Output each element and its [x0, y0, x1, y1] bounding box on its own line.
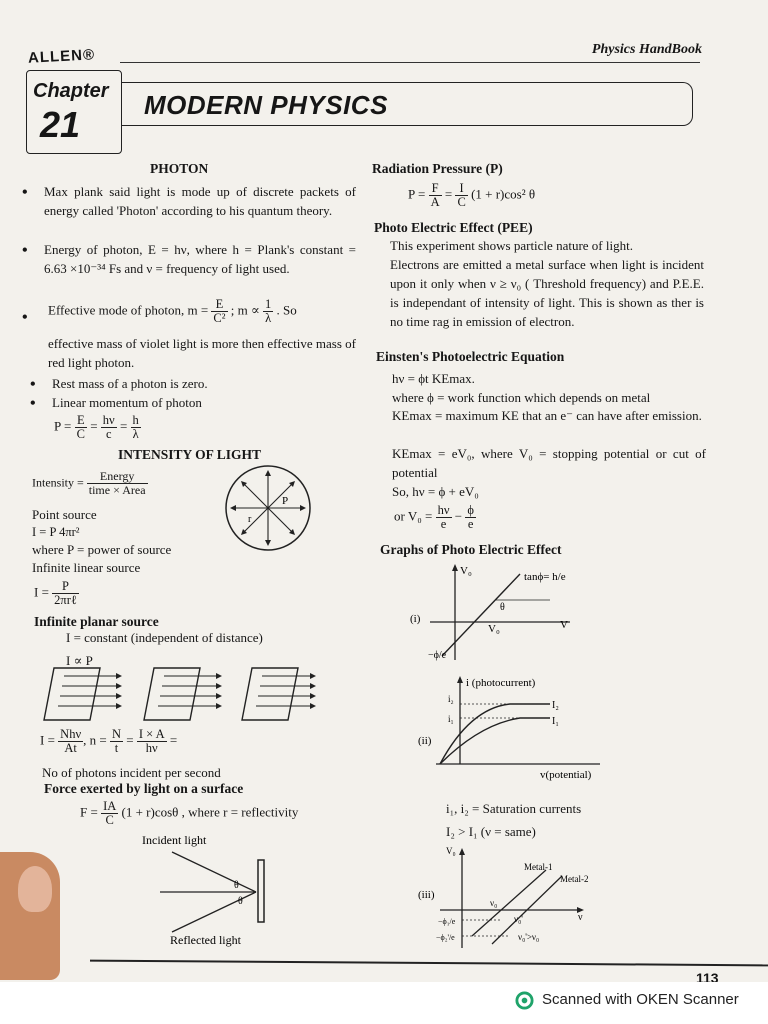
graphs-heading: Graphs of Photo Electric Effect [380, 542, 562, 557]
photon-count-formula: I = $\frac{\text{Nhν}}{At}$ , n = $\frac{N}{t}$ = $\frac{I \times A}{h\nu}$ = [40, 727, 178, 755]
chapter-label: Chapter [33, 80, 109, 102]
force-formula [80, 800, 298, 827]
text: − [454, 508, 463, 524]
denominator: t [114, 741, 119, 755]
angle-theta-top: θ [234, 880, 239, 891]
denominator: λ [132, 427, 139, 441]
effective-mass-note: effective mass of violet light is more then effective mass of red light photon. [48, 336, 356, 370]
text: Intensity = [32, 475, 84, 490]
y-arrow [459, 848, 465, 855]
fraction [211, 298, 227, 325]
text: (1 + r)cos² θ [471, 186, 536, 202]
denominator: C² [213, 311, 226, 325]
denominator: A [430, 195, 440, 209]
planar-proportional: I ∝ P [66, 653, 93, 668]
sphere-label-p: P [282, 495, 289, 507]
planar-constant: I = constant (independent of distance) [66, 630, 263, 645]
i2-label: i₂ [448, 694, 454, 704]
planar-source-diagram [40, 660, 320, 730]
radiation-pressure-formula: P = $\frac{F}{A}$ = $\frac{I}{C}$ (1 + r)cos² θ [408, 181, 536, 209]
sphere-label-r: r [248, 514, 252, 525]
handbook-title: Physics HandBook [591, 42, 702, 57]
denominator: At [64, 741, 77, 755]
numerator: F [429, 182, 442, 196]
y-label: V₀ [460, 565, 472, 577]
threshold-comparison: ν₀'>ν₀ [518, 932, 540, 942]
linear-source-formula [34, 580, 79, 607]
numerator: P [52, 580, 79, 594]
bullet-effective-mass [48, 298, 360, 325]
numerator: Energy [87, 470, 148, 484]
y-arrow [457, 676, 463, 683]
plane-arrowheads [116, 673, 316, 709]
einstein-heading: Einsten's Photoelectric Equation [376, 349, 565, 364]
text: . So [276, 302, 297, 318]
I1-label: I₁ [552, 716, 559, 727]
fraction [110, 728, 123, 755]
reflected-ray [172, 892, 256, 932]
threshold-label: V₀ [488, 623, 500, 635]
y-arrow [452, 564, 458, 571]
x-label: V [560, 619, 568, 631]
graph-index: (iii) [418, 889, 435, 901]
allen-logo: ALLEN® [27, 46, 96, 67]
einstein-equation: hν = ϕt KEmax. [392, 371, 475, 386]
oken-scanner-icon [515, 991, 534, 1010]
text: = [169, 732, 178, 748]
bullet: • [30, 395, 36, 412]
power-note: where P = power of source [32, 542, 172, 557]
stopping-potential-formula [394, 504, 476, 531]
text: or V₀ = [394, 508, 433, 524]
chapter-number: 21 [40, 104, 81, 145]
numerator: N [111, 727, 121, 741]
slope-label: tanϕ= h/e [524, 571, 566, 583]
fraction [263, 298, 273, 325]
fraction [429, 182, 442, 209]
metal-2-label: Metal-2 [560, 874, 589, 884]
numerator: E [211, 298, 227, 312]
denominator: C [76, 427, 85, 441]
photon-heading: PHOTON [150, 161, 209, 176]
pee-particle-nature: This experiment shows particle nature of light. [390, 238, 633, 253]
fraction [87, 470, 148, 497]
angle-label: θ [500, 602, 505, 613]
thumb-nail [18, 866, 52, 912]
numerator: ϕ [467, 503, 474, 517]
text: ; m ∝ [230, 302, 260, 318]
bullet-momentum: Linear momentum of photon [52, 395, 202, 410]
intensity-heading: INTENSITY OF LIGHT [118, 447, 262, 462]
force-heading: Force exerted by light on a surface [44, 781, 244, 796]
point-source-formula: I = P 4πr² [32, 525, 80, 539]
text: P = [54, 418, 72, 434]
fraction [52, 580, 79, 607]
fraction [455, 182, 467, 209]
text: F = [80, 804, 98, 820]
fraction [436, 504, 452, 531]
fraction [101, 414, 117, 441]
denominator: c [105, 427, 112, 441]
numerator: IA [103, 799, 117, 813]
numerator: 1 [265, 297, 272, 311]
denominator: C [457, 195, 466, 209]
numerator: I × A [138, 727, 165, 741]
incident-light-label: Incident light [142, 833, 207, 847]
stopping-potential-note: KEmax = eV₀, where V₀ = stopping potential or cut of potential [392, 446, 706, 480]
numerator: hν [102, 413, 115, 427]
graph-stopping-potential-vs-frequency [400, 560, 600, 670]
denominator: 2πrℓ [54, 593, 77, 607]
footer-rule [90, 960, 768, 967]
I2-label: I₂ [552, 700, 559, 711]
x-label: ν [578, 912, 583, 923]
fraction [137, 728, 167, 755]
fraction [75, 414, 87, 441]
y-label: i (photocurrent) [466, 677, 536, 689]
denominator: hν [145, 741, 158, 755]
denominator: time × Area [88, 483, 146, 497]
graph-metal-comparison [410, 840, 600, 952]
graph-index: (i) [410, 613, 421, 625]
curve-i1 [440, 718, 550, 764]
bullet: • [22, 242, 28, 259]
graph-index: (ii) [418, 735, 432, 747]
intercept-2-label: −ϕ₂'/e [436, 933, 455, 942]
pee-heading: Photo Electric Effect (PEE) [374, 220, 533, 235]
numerator: I [455, 182, 467, 196]
fraction [58, 728, 83, 755]
threshold-2-label: ν₀' [514, 914, 523, 924]
bullet-energy: Energy of photon, E = hν, where h = Plank's constant = 6.63 ×10⁻³⁴ Fs and ν = frequency of light used. [44, 242, 356, 276]
text: Effective mode of photon, m = [48, 302, 209, 318]
page-number: 113 [696, 970, 719, 982]
graph-photocurrent-vs-potential [410, 672, 620, 782]
work-function-note: where ϕ = work function which depends on metal [392, 390, 651, 405]
pee-description: Electrons are emitted a metal surface when light is incident upon it only when ν ≥ ν₀ ( Threshold frequency) and P.E.E. is independant of intensity of light. This is shown as ther is no time rag in emission of electron. [390, 257, 704, 329]
plane-rays [58, 676, 314, 706]
bullet-rest-mass: Rest mass of a photon is zero. [52, 376, 208, 391]
header-rule [120, 62, 700, 63]
infinite-planar-heading: Infinite planar source [34, 614, 159, 629]
bullet-planck: Max plank said light is mode up of discrete packets of energy called 'Photon' according to his quantum theory. [44, 184, 356, 218]
angle-theta-bottom: θ [238, 896, 243, 907]
numerator: E [75, 414, 87, 428]
numerator: h [132, 413, 139, 427]
intercept-1-label: −ϕ₁/e [438, 917, 456, 926]
graph-line [442, 574, 520, 656]
text: , n = [83, 732, 107, 748]
infinite-linear-label: Infinite linear source [32, 560, 141, 575]
scanner-watermark: Scanned with OKEN Scanner [542, 991, 739, 1008]
y-label: V₀ [446, 846, 456, 856]
fraction [101, 800, 118, 827]
bullet: • [22, 184, 28, 201]
text: I = [34, 584, 49, 600]
chapter-title: MODERN PHYSICS [144, 90, 388, 120]
denominator: λ [265, 311, 272, 325]
energy-balance: So, hν = ϕ + eV₀ [392, 484, 479, 499]
bullet: • [30, 376, 36, 393]
intensity-formula [32, 470, 148, 497]
photons-per-second: No of photons incident per second [42, 765, 221, 780]
momentum-formula: P = $\frac{E}{C}$ = $\frac{h\nu}{c}$ = $\frac{h}{\lambda}$ [54, 413, 139, 441]
curve-i2 [440, 704, 550, 764]
ke-max-note: KEmax = maximum KE that an e⁻ can have after emission. [392, 408, 702, 423]
text: P = [408, 186, 426, 202]
saturation-note: i₁, i₂ = Saturation currents [446, 801, 582, 816]
numerator: hν [437, 503, 450, 517]
mirror-surface [258, 860, 264, 922]
text: I = [40, 732, 55, 748]
denominator: e [467, 517, 474, 531]
threshold-1-label: ν₀ [490, 898, 498, 908]
denominator: e [440, 517, 447, 531]
point-source-diagram [222, 462, 314, 554]
numerator: Nhν [60, 727, 82, 741]
metal-1-label: Metal-1 [524, 862, 553, 872]
reflection-diagram [130, 830, 290, 950]
i1-label: i₁ [448, 714, 454, 724]
point-source-label: Point source [32, 507, 97, 522]
reflected-light-label: Reflected light [170, 933, 241, 947]
radiation-pressure-heading: Radiation Pressure (P) [372, 161, 503, 176]
incident-ray [172, 852, 256, 892]
intercept-label: −ϕ/e [428, 650, 447, 661]
fraction [465, 504, 476, 531]
intensity-comparison: I₂ > I₁ (ν = same) [446, 824, 536, 839]
x-label: v(potential) [540, 769, 592, 781]
denominator: C [105, 813, 114, 827]
text: (1 + r)cosθ , where r = reflectivity [121, 804, 299, 820]
fraction [131, 414, 141, 441]
bullet: • [22, 309, 28, 326]
